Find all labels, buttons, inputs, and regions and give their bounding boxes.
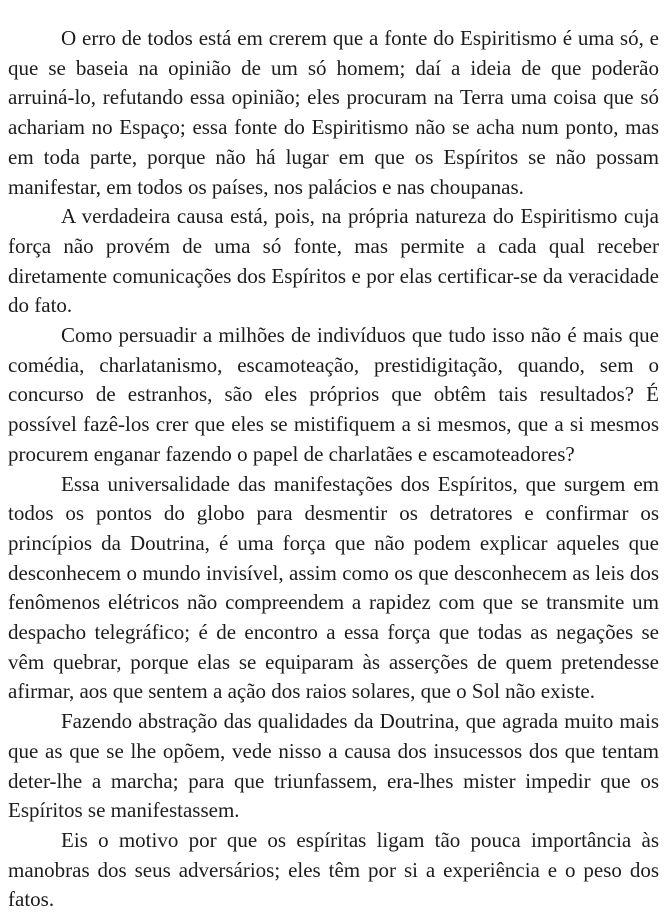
paragraph-2: A verdadeira causa está, pois, na própria natureza do Espiritismo cuja força não provém de uma só fonte, mas permite a cada qual receber diretamente comunicações dos Espíritos e por elas certificar-se da veracidade do fato. xyxy=(8,204,659,318)
paragraph-1: O erro de todos está em crerem que a fonte do Espiritismo é uma só, e que se baseia na opinião de um só homem; daí a ideia de que poderão arruiná-lo, refutando essa opinião; eles procuram na Terra uma coisa que só achariam no Espaço; essa fonte do Espiritismo não se acha num ponto, mas em toda parte, porque não há lugar em que os Espíritos se não possam manifestar, em todos os países, nos palácios e nas choupanas. xyxy=(8,26,659,199)
paragraph-5: Fazendo abstração das qualidades da Doutrina, que agrada muito mais que as que se lhe opõem, vede nisso a causa dos insucessos dos que tentam deter-lhe a marcha; para que triunfassem, era-lhes mister impedir que os Espíritos se manifestassem. xyxy=(8,709,659,823)
paragraph-4: Essa universalidade das manifestações dos Espíritos, que surgem em todos os pontos do globo para desmentir os detratores e confirmar os princípios da Doutrina, é uma força que não podem explicar aqueles que desconhecem o mundo invisível, assim como os que desconhecem as leis dos fenômenos elétricos não compreendem a rapidez com que se transmite um despacho telegráfico; é de encontro a essa força que todas as negações se vêm quebrar, porque elas se equiparam às asserções de quem pretendesse afirmar, aos que sentem a ação dos raios solares, que o Sol não existe. xyxy=(8,471,659,704)
paragraph-3: Como persuadir a milhões de indivíduos que tudo isso não é mais que comédia, charlatanismo, escamoteação, prestidigitação, quando, sem o concurso de estranhos, são eles próprios que obtêm tais resultados? É possível fazê-los crer que eles se mistifiquem a si mesmos, que a si mesmos procurem enganar fazendo o papel de charlatães e escamoteadores? xyxy=(8,323,659,466)
document-page xyxy=(8,24,659,915)
paragraph-6: Eis o motivo por que os espíritas ligam tão pouca importância às manobras dos seus adversários; eles têm por si a experiência e o peso dos fatos. xyxy=(8,827,659,912)
